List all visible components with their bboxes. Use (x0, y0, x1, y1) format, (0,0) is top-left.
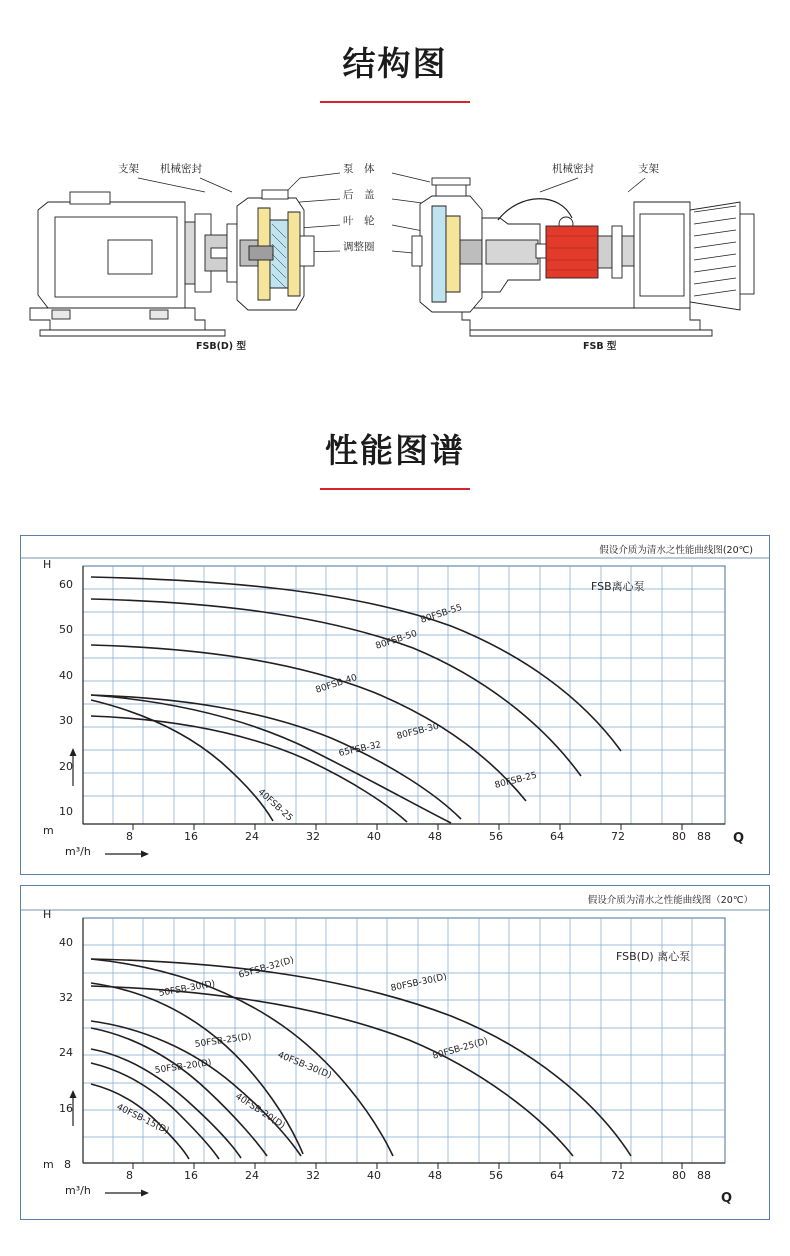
chart-top-xtick-48: 48 (428, 830, 442, 843)
chart-top-xtick-16: 16 (184, 830, 198, 843)
chart-bottom-xlabel: Q (721, 1191, 733, 1206)
chart-bottom-ytick-8: 8 (64, 1158, 71, 1171)
chart-top-curve-label-0: 80FSB-55 (419, 602, 464, 626)
chart-top-xtick-88: 88 (697, 830, 711, 843)
chart-bottom-xtick-80: 80 (672, 1169, 686, 1182)
chart-bottom-xunit: m³/h (65, 1184, 91, 1197)
chart-top-xtick-32: 32 (306, 830, 320, 843)
structure-section-heading (0, 38, 790, 103)
chart-bottom-xtick-56: 56 (489, 1169, 503, 1182)
chart-top-xtick-64: 64 (550, 830, 564, 843)
chart-top-curve-label-3: 80FSB-30 (395, 721, 440, 742)
chart-top-ytick-40: 40 (59, 669, 73, 682)
chart-top-curve-label-5: 80FSB-25 (493, 770, 538, 791)
chart-top-yunit: m (43, 824, 54, 837)
chart-top-curve-label-6: 40FSB-25 (255, 787, 295, 824)
chart-top-ytick-20: 20 (59, 760, 73, 773)
chart-top-curve-label-1: 80FSB-50 (374, 628, 419, 652)
chart-top-ytick-50: 50 (59, 623, 73, 636)
chart-bottom-curve-label-5: 50FSB-25(D) (194, 1032, 253, 1050)
chart-bottom-xtick-24: 24 (245, 1169, 259, 1182)
chart-bottom-curve-label-2: 65FSB-32(D) (237, 955, 296, 981)
chart-bottom-xtick-88: 88 (697, 1169, 711, 1182)
struct-label-3: 后 盖 (343, 189, 375, 201)
chart-bottom-ytick-16: 16 (59, 1102, 73, 1115)
chart-bottom-xtick-16: 16 (184, 1169, 198, 1182)
struct-caption-left: FSB(D) 型 (196, 341, 246, 352)
chart-bottom-curve-label-3: 50FSB-30(D) (158, 979, 217, 999)
chart-bottom-xtick-40: 40 (367, 1169, 381, 1182)
structure-diagram (0, 140, 790, 370)
struct-caption-right: FSB 型 (583, 341, 617, 352)
struct-label-5: 调整圈 (343, 241, 375, 253)
structure-title: 结构图 (342, 44, 448, 83)
performance-chart-fsb (20, 535, 770, 875)
chart-top-xtick-72: 72 (611, 830, 625, 843)
chart-bottom-note: 假设介质为清水之性能曲线图（20℃） (587, 895, 753, 906)
chart-bottom-plot (21, 886, 769, 1219)
chart-top-xlabel: Q (733, 831, 745, 846)
chart-bottom-yunit: m (43, 1158, 54, 1171)
chart-top-note: 假设介质为清水之性能曲线图(20℃) (599, 545, 753, 556)
chart-top-xtick-40: 40 (367, 830, 381, 843)
struct-label-4: 叶 轮 (343, 215, 375, 227)
chart-top-ytick-30: 30 (59, 714, 73, 727)
chart-bottom-xtick-72: 72 (611, 1169, 625, 1182)
performance-section-heading (0, 425, 790, 490)
chart-top-xtick-56: 56 (489, 830, 503, 843)
chart-top-ytick-60: 60 (59, 578, 73, 591)
chart-top-xunit: m³/h (65, 845, 91, 858)
struct-label-1: 机械密封 (160, 163, 202, 175)
chart-bottom-curve-label-6: 50FSB-20(D) (154, 1058, 213, 1076)
chart-bottom-ytick-40: 40 (59, 936, 73, 949)
chart-bottom-ytick-24: 24 (59, 1046, 73, 1059)
chart-top-xtick-24: 24 (245, 830, 259, 843)
chart-top-curve-label-2: 80FSB-40 (314, 672, 359, 696)
chart-top-xtick-80: 80 (672, 830, 686, 843)
chart-top-ytick-10: 10 (59, 805, 73, 818)
chart-bottom-curve-label-0: 80FSB-30(D) (389, 972, 448, 994)
structure-title-underline (320, 101, 470, 103)
struct-label-2: 泵 体 (343, 163, 375, 175)
performance-title-underline (320, 488, 470, 490)
struct-label-0: 支架 (118, 163, 139, 175)
chart-bottom-xtick-48: 48 (428, 1169, 442, 1182)
chart-top-plot (21, 536, 769, 874)
chart-top-xtick-8: 8 (126, 830, 133, 843)
chart-bottom-curve-label-1: 80FSB-25(D) (431, 1036, 490, 1062)
chart-top-curve-label-4: 65FSB-32 (337, 740, 383, 759)
struct-label-7: 支架 (638, 163, 659, 175)
chart-bottom-xtick-8: 8 (126, 1169, 133, 1182)
chart-bottom-series-title: FSB(D) 离心泵 (616, 950, 691, 963)
chart-top-series-title: FSB离心泵 (591, 580, 645, 593)
struct-label-6: 机械密封 (552, 163, 594, 175)
chart-top-ylabel: H (43, 558, 52, 571)
chart-bottom-curve-label-8: 40FSB-15(D) (114, 1102, 171, 1137)
chart-bottom-xtick-32: 32 (306, 1169, 320, 1182)
chart-bottom-xtick-64: 64 (550, 1169, 564, 1182)
performance-chart-fsbd (20, 885, 770, 1220)
chart-bottom-curve-label-4: 40FSB-30(D) (276, 1050, 333, 1081)
chart-bottom-ylabel: H (43, 908, 52, 921)
performance-title: 性能图谱 (325, 431, 465, 470)
chart-bottom-curve-label-7: 40FSB-20(D) (233, 1091, 287, 1132)
chart-bottom-ytick-32: 32 (59, 991, 73, 1004)
